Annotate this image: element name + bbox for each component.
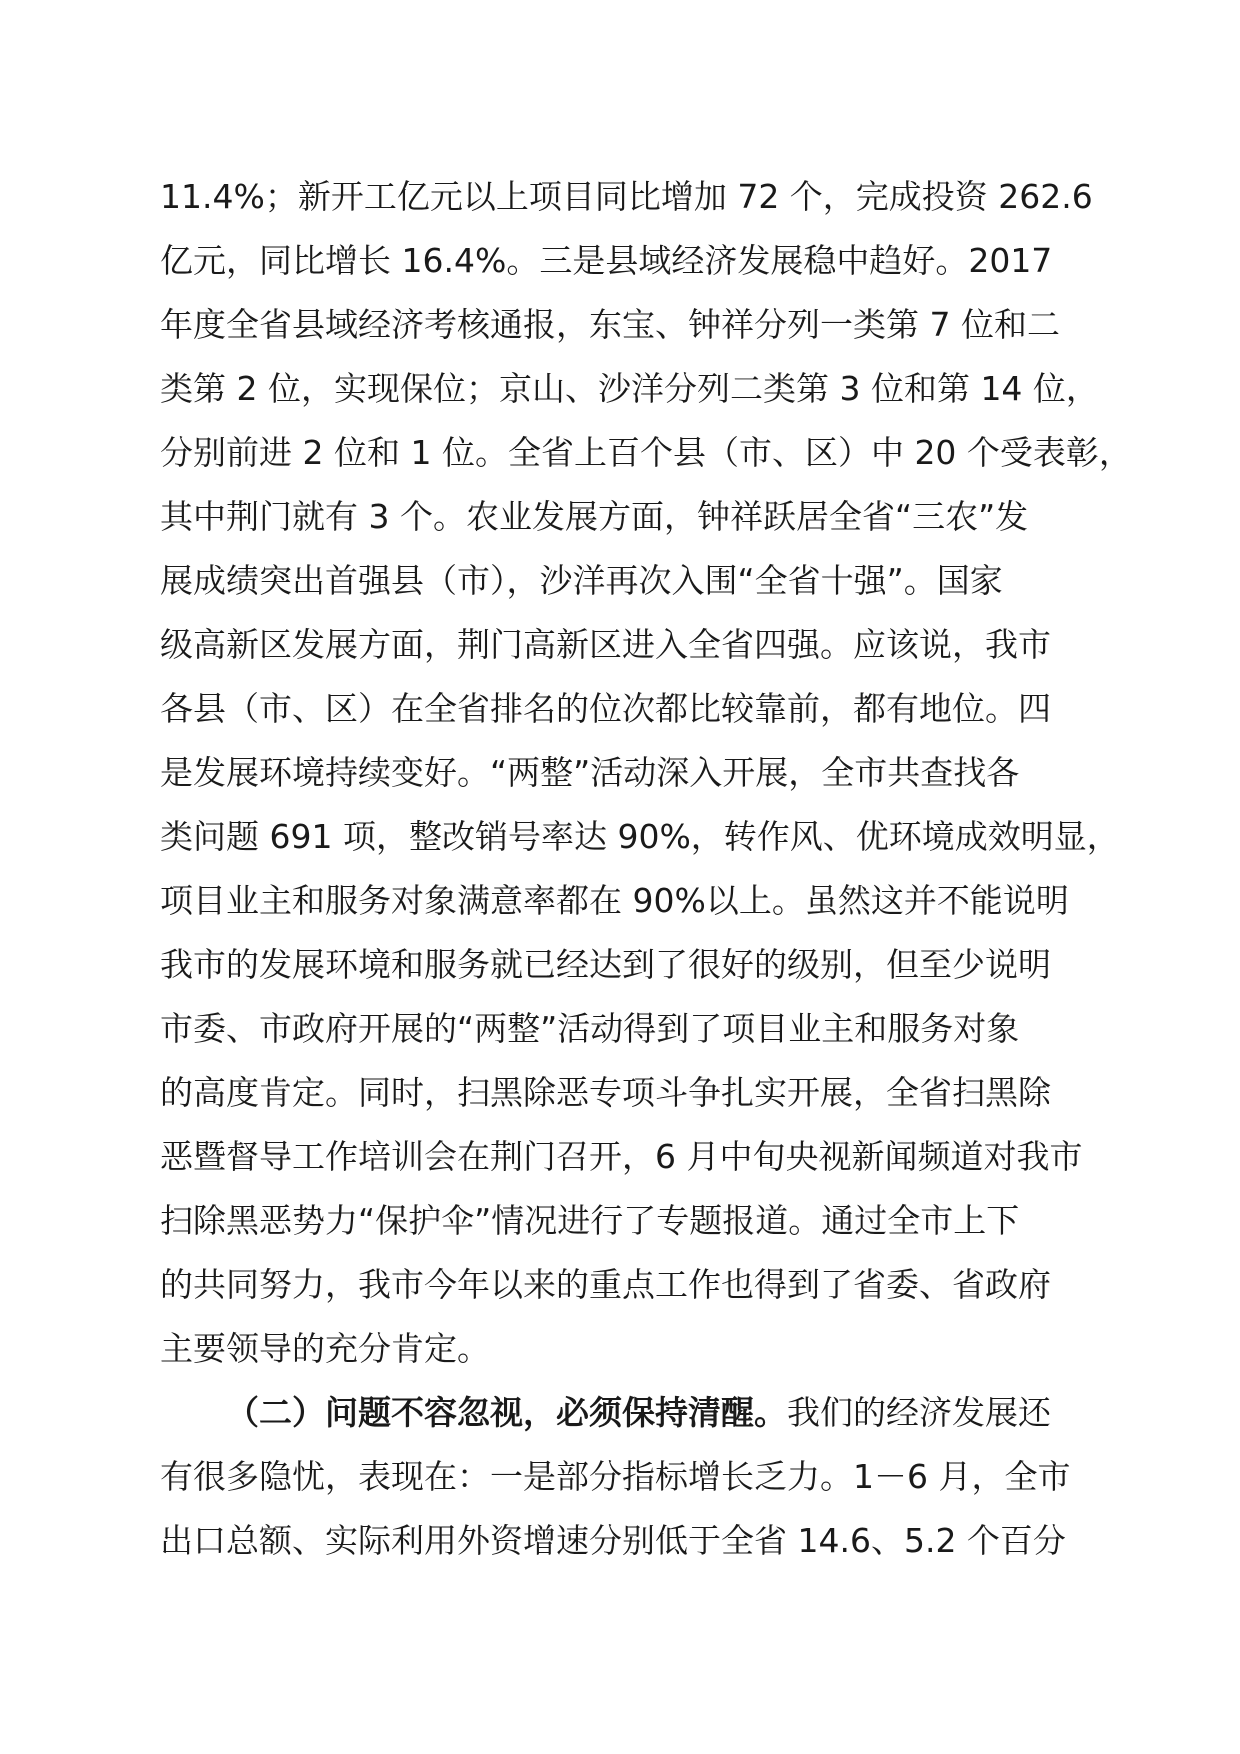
paragraph-line: 11.4%；新开工亿元以上项目同比增加 72 个，完成投资 262.6 [160, 177, 1093, 216]
paragraph-line: 是发展环境持续变好。“两整”活动深入开展，全市共查找各 [160, 753, 1020, 792]
paragraph-line: 各县（市、区）在全省排名的位次都比较靠前，都有地位。四 [160, 689, 1051, 728]
section-heading: （二）问题不容忽视，必须保持清醒。 [226, 1393, 787, 1432]
paragraph-line: 级高新区发展方面，荆门高新区进入全省四强。应该说，我市 [160, 625, 1051, 664]
paragraph-line: 分别前进 2 位和 1 位。全省上百个县（市、区）中 20 个受表彰， [160, 433, 1132, 472]
paragraph-line: 我市的发展环境和服务就已经达到了很好的级别，但至少说明 [160, 945, 1051, 984]
paragraph-line: 年度全省县域经济考核通报，东宝、钟祥分列一类第 7 位和二 [160, 305, 1060, 344]
paragraph-line: 类问题 691 项，整改销号率达 90%，转作风、优环境成效明显， [160, 817, 1120, 856]
paragraph-line: 的高度肯定。同时，扫黑除恶专项斗争扎实开展，全省扫黑除 [160, 1073, 1051, 1112]
section-first-line [160, 1381, 1100, 1445]
paragraph-line: 类第 2 位，实现保位；京山、沙洋分列二类第 3 位和第 14 位， [160, 369, 1099, 408]
paragraph-line: 其中荆门就有 3 个。农业发展方面，钟祥跃居全省“三农”发 [160, 497, 1029, 536]
paragraph-line: 扫除黑恶势力“保护伞”情况进行了专题报道。通过全市上下 [160, 1201, 1020, 1240]
paragraph-line: 项目业主和服务对象满意率都在 90%以上。虽然这并不能说明 [160, 881, 1069, 920]
paragraph-line: 亿元，同比增长 16.4%。三是县域经济发展稳中趋好。2017 [160, 241, 1053, 280]
paragraph-line: 出口总额、实际利用外资增速分别低于全省 14.6、5.2 个百分 [160, 1521, 1066, 1560]
paragraph-line: 的共同努力，我市今年以来的重点工作也得到了省委、省政府 [160, 1265, 1051, 1304]
paragraph-line: 展成绩突出首强县（市），沙洋再次入围“全省十强”。国家 [160, 561, 1003, 600]
paragraph-line: 有很多隐忧，表现在：一是部分指标增长乏力。1－6 月，全市 [160, 1457, 1071, 1496]
document-page [160, 165, 1132, 1573]
paragraph-line: 市委、市政府开展的“两整”活动得到了项目业主和服务对象 [160, 1009, 1020, 1048]
paragraph-line: 主要领导的充分肯定。 [160, 1329, 490, 1368]
section-text: 我们的经济发展还 [787, 1393, 1051, 1432]
paragraph-line: 恶暨督导工作培训会在荆门召开，6 月中旬央视新闻频道对我市 [160, 1137, 1083, 1176]
